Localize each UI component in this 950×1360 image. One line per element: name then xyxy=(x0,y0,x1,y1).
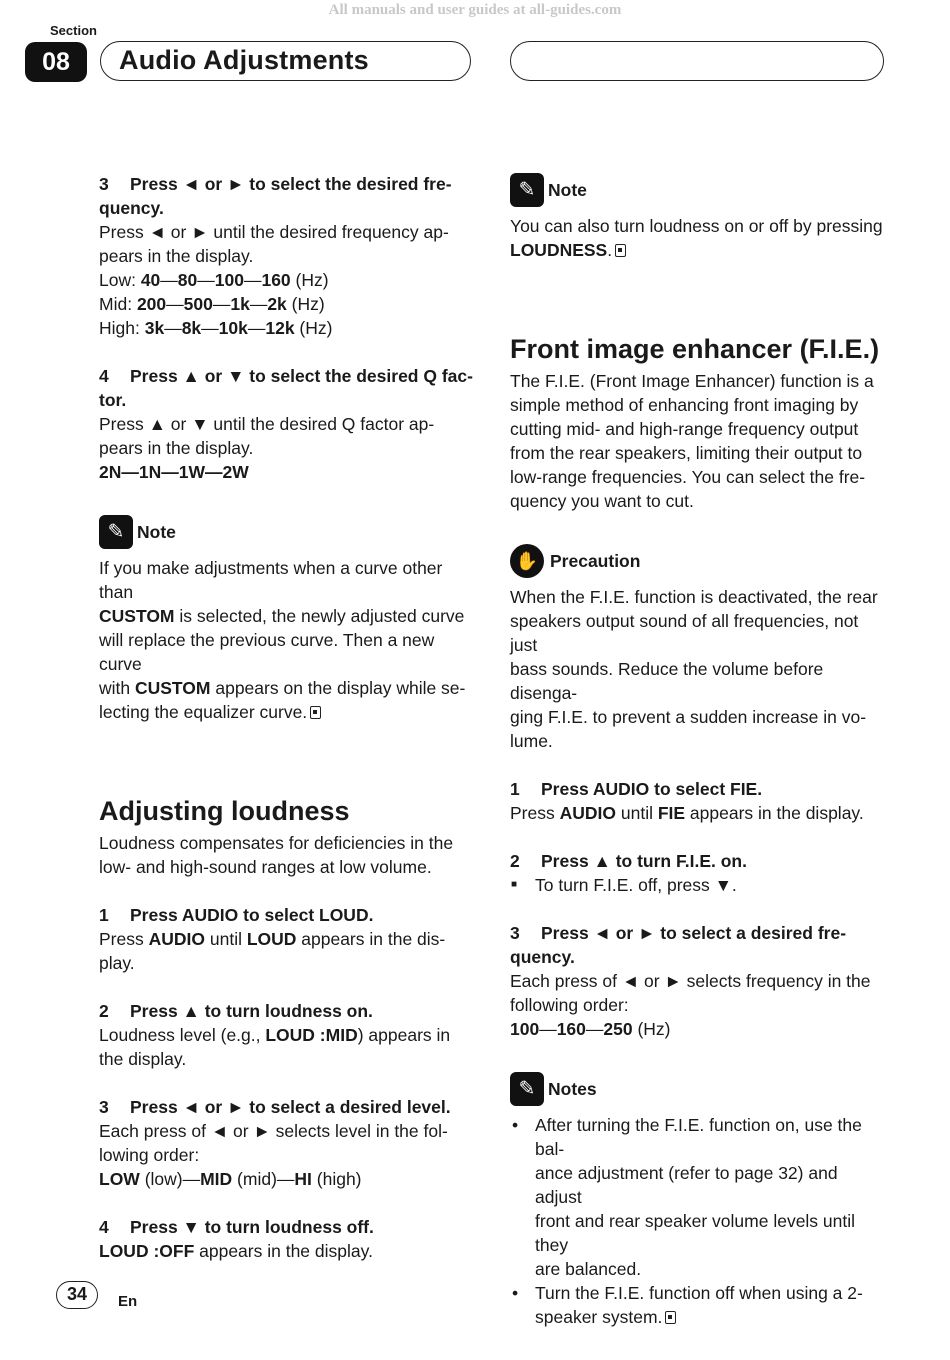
left-column: 3 Press ◄ or ► to select the desired fre- quency. Press ◄ or ► until the desired frequency ap- pears in the display. Low: 40—80—100—160 (Hz) Mid: 200—500—1k—2k (Hz) High: 3k—8k—10k—12k (Hz) 4 Press ▲ or ▼ to select the desired Q fac- tor. Press ▲ or ▼ until the desired Q factor ap- pears in the display. 2N—1N—1W—2W ✎ Note If you make adjustments when a curve other than CUSTOM is selected, the newly adjusted curve will replace the previous curve. Then a new curve with CUSTOM appears on the display while se- lecting the equalizer curve. Adjusting loudness Loudness compensates for deficiencies in the low- and high-sound ranges at low volume. 1 Press AUDIO to select LOUD. Press AUDIO until LOUD appears in the dis- play. 2 Press ▲ to turn loudness on. Loudness level (e.g., LOUD :MID) appears in the display. 3 Press ◄ or ► to select a desired level. Each press of ◄ or ► selects level in the fol- lowing order: LOW (low)—MID (mid)—HI (high) 4 Press ▼ to turn loudness off. LOUD :OFF appears in the display. xyxy=(99,172,475,1263)
fie-step-2-title: 2 Press ▲ to turn F.I.E. on. xyxy=(510,851,747,871)
q-factor-values: 2N—1N—1W—2W xyxy=(99,462,249,482)
right-column: ✎ Note You can also turn loudness on or off by pressing LOUDNESS. Front image enhancer (F.I.E.) The F.I.E. (Front Image Enhancer) function is a simple method of enhancing front imaging by cutting mid- and high-range frequency output from the rear speakers, limiting their output to low-range frequencies. You can select the fre- quency you want to cut. ✋ Precaution When the F.I.E. function is deactivated, the rear speakers output sound of all frequencies, not just bass sounds. Reduce the volume before disenga- ging F.I.E. to prevent a sudden increase in vo- lume. 1 Press AUDIO to select FIE. Press AUDIO until FIE appears in the display. 2 Press ▲ to turn F.I.E. on. ■ To turn F.I.E. off, press ▼. 3 Press ◄ or ► to select a desired fre- quency. Each press of ◄ or ► selects frequency in the following order: 100—160—250 (Hz) ✎ Notes • After turning the F.I.E. function on, use the bal- ance adjustment (refer to page 32) and adjust front and rear speaker volume levels until they are balanced. • Turn the F.I.E. function off when using a 2- speaker system. xyxy=(510,172,886,1329)
section-label: Section xyxy=(50,23,97,38)
end-mark-icon xyxy=(615,244,626,257)
list-item: • After turning the F.I.E. function on, use the bal- ance adjustment (refer to page 32) and adjust front and rear speaker volume levels until they are balanced. xyxy=(510,1113,886,1281)
fie-step-1-title: 1 Press AUDIO to select FIE. xyxy=(510,779,763,799)
loud-step-2-title: 2 Press ▲ to turn loudness on. xyxy=(99,1001,373,1021)
loud-step-4-title: 4 Press ▼ to turn loudness off. xyxy=(99,1217,374,1237)
heading-adjusting-loudness: Adjusting loudness xyxy=(99,796,350,826)
notes-heading: ✎ Notes xyxy=(510,1071,886,1107)
notes-list xyxy=(510,1113,886,1329)
freq-high: High: 3k—8k—10k—12k (Hz) xyxy=(99,318,333,338)
list-item: ■ To turn F.I.E. off, press ▼. xyxy=(510,873,886,897)
precaution-heading: ✋ Precaution xyxy=(510,543,886,579)
watermark: All manuals and user guides at all-guides.com xyxy=(328,2,622,18)
loudness-levels: LOW (low)—MID (mid)—HI (high) xyxy=(99,1169,362,1189)
hand-caution-icon: ✋ xyxy=(510,544,544,578)
fie-frequencies: 100—160—250 (Hz) xyxy=(510,1019,671,1039)
pencil-note-icon: ✎ xyxy=(510,1072,544,1106)
fie-step-2-list xyxy=(510,873,886,897)
section-number-badge: 08 xyxy=(25,42,87,82)
freq-low: Low: 40—80—100—160 (Hz) xyxy=(99,270,329,290)
note-heading: ✎ Note xyxy=(99,514,475,550)
note-heading-right: ✎ Note xyxy=(510,172,886,208)
page-number: 34 xyxy=(56,1281,98,1309)
loud-step-1-title: 1 Press AUDIO to select LOUD. xyxy=(99,905,374,925)
freq-mid: Mid: 200—500—1k—2k (Hz) xyxy=(99,294,325,314)
step-3-title: 3 Press ◄ or ► to select the desired fre- xyxy=(99,174,452,194)
end-mark-icon xyxy=(665,1311,676,1324)
language-label: En xyxy=(118,1293,138,1310)
title-box xyxy=(100,41,471,81)
page-title: Audio Adjustments xyxy=(119,45,369,75)
pencil-note-icon: ✎ xyxy=(510,173,544,207)
pencil-note-icon: ✎ xyxy=(99,515,133,549)
heading-fie: Front image enhancer (F.I.E.) xyxy=(510,334,880,364)
empty-header-box xyxy=(510,41,884,81)
fie-step-3-title: 3 Press ◄ or ► to select a desired fre- xyxy=(510,923,847,943)
end-mark-icon xyxy=(310,706,321,719)
step-4-title: 4 Press ▲ or ▼ to select the desired Q fac- xyxy=(99,366,473,386)
loud-step-3-title: 3 Press ◄ or ► to select a desired level. xyxy=(99,1097,451,1117)
list-item: • Turn the F.I.E. function off when using a 2- speaker system. xyxy=(510,1281,886,1329)
